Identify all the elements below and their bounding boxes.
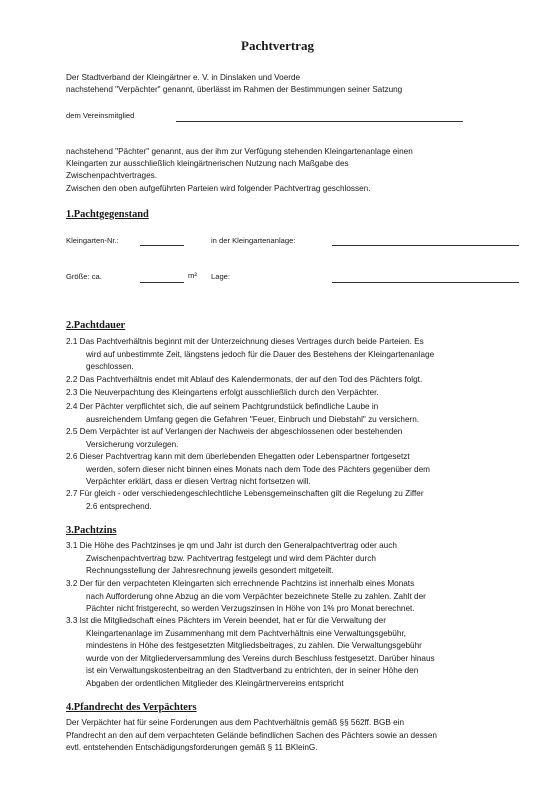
section-4-heading: 4.Pfandrecht des Verpächters <box>66 702 197 713</box>
clause-3-2: 3.2 Der für den verpachteten Kleingarten sich errechnende Pachtzins ist innerhalb eines Monats nach Aufforderung ohne Abzug an die vom Verpächter bezeichnete Stelle zu zahlen. Zahlt der Pächter nicht fristgerecht, so werden Verzugszinsen in Höhe von 1% pro Monat berechnet. <box>66 579 426 614</box>
member-name-field[interactable] <box>176 121 463 122</box>
document-title: Pachtvertrag <box>241 38 314 53</box>
section-1-heading: 1.Pachtgegenstand <box>66 209 149 220</box>
clause-2-1: 2.1 Das Pachtverhältnis beginnt mit der Unterzeichnung dieses Vertrages durch beide Parteien. Es wird auf unbestimmte Zeit, längstens jedoch für die Dauer des Bestehens der Kleingartenanlage geschlossen. <box>66 337 435 372</box>
intro-paragraph-line-1: nachstehend "Pächter" genannt, aus der ihm zur Verfügung stehenden Kleingartenanlage einen <box>66 147 413 156</box>
member-label: dem Vereinsmitglied <box>66 111 135 120</box>
location-label: Lage: <box>211 272 231 281</box>
location-field[interactable] <box>332 282 519 283</box>
clause-2-4: 2.4 Der Pächter verpflichtet sich, die auf seinem Pachtgrundstück befindliche Laube in ausreichendem Umfang gegen die Gefahren "Feuer, Einbruch und Diebstahl" zu versichern. <box>66 402 420 424</box>
clause-2-6: 2.6 Dieser Pachtvertrag kann mit dem überlebenden Ehegatten oder Lebenspartner fortgesetzt werden, sofern dieser nicht binnen eines Monats nach dem Tode des Pächters gegenüber dem Verpächter erklärt, dass er diesen Vertrag nicht fortsetzen will. <box>66 452 430 487</box>
clause-3-3: 3.3 Ist die Mitgliedschaft eines Pächters im Verein beendet, hat er für die Verwaltung der Kleingartenanlage im Zusammenhang mit dem Pachtverhältnis eine Verwaltungsgebühr, mindestens in Höhe des festgesetzten Mitgliedsbeitrages, zu zahlen. Die Verwaltungsgebühr wurde von der Mitgliederversammlung des Vereins durch Beschluss festgesetzt. Darüber hinaus ist ein Verwaltungskostenbeitrag an den Stadtverband zu entrichten, der in seiner Höhe den Abgaben der ordentlichen Mitglieder des Kleingärtnervereins entspricht <box>66 616 435 688</box>
garden-number-field[interactable] <box>140 245 184 246</box>
intro-line-1: Der Stadtverband der Kleingärtner e. V. in Dinslaken und Voerde <box>66 73 301 82</box>
size-unit: m² <box>188 271 197 280</box>
clause-4-text: Der Verpächter hat für seine Forderungen aus dem Pachtverhältnis gemäß §§ 562ff. BGB ein Pfandrecht an den auf dem verpachteten Gelände befindlichen Sachen des Pächters sowie an dessen evtl. entstehenden Entschädigungsforderungen gemäß § 11 BKleinG. <box>66 718 437 753</box>
garden-number-label: Kleingarten-Nr.: <box>66 236 119 245</box>
intro-line-2: nachstehend "Verpächter" genannt, überlässt im Rahmen der Bestimmungen seiner Satzung <box>66 85 403 94</box>
section-2-heading: 2.Pachtdauer <box>66 320 126 331</box>
facility-label: in der Kleingartenanlage: <box>211 236 296 245</box>
section-3-heading: 3.Pachtzins <box>66 525 117 536</box>
clause-2-3: 2.3 Die Neuverpachtung des Kleingartens erfolgt ausschließlich durch den Verpächter. <box>66 388 379 397</box>
size-label: Größe: ca. <box>66 272 102 281</box>
clause-2-7: 2.7 Für gleich - oder verschiedengeschlechtliche Lebensgemeinschaften gilt die Regelung zu Ziffer 2.6 entsprechend. <box>66 489 424 511</box>
clause-2-2: 2.2 Das Pachtverhältnis endet mit Ablauf des Kalendermonats, der auf den Tod des Pächters folgt. <box>66 375 423 384</box>
clause-3-1: 3.1 Die Höhe des Pachtzinses je qm und Jahr ist durch den Generalpachtvertrag oder auch Zwischenpachtvertrag bzw. Pachtvertrag festgelegt und wird dem Pächter durch Rechnungsstellung der Jahresrechnung jeweils gesondert mitgeteilt. <box>66 541 397 576</box>
intro-paragraph-line-4: Zwischen den oben aufgeführten Parteien wird folgender Pachtvertrag geschlossen. <box>66 184 371 193</box>
intro-paragraph-line-3: Zwischenpachtvertrages. <box>66 171 158 180</box>
size-field[interactable] <box>140 282 184 283</box>
clause-2-5: 2.5 Dem Verpächter ist auf Verlangen der Nachweis der abgeschlossenen oder bestehenden Versicherung vorzulegen. <box>66 427 403 449</box>
intro-paragraph-line-2: Kleingarten zur ausschließlich kleingärtnerischen Nutzung nach Maßgabe des <box>66 159 349 168</box>
facility-field[interactable] <box>332 245 519 246</box>
